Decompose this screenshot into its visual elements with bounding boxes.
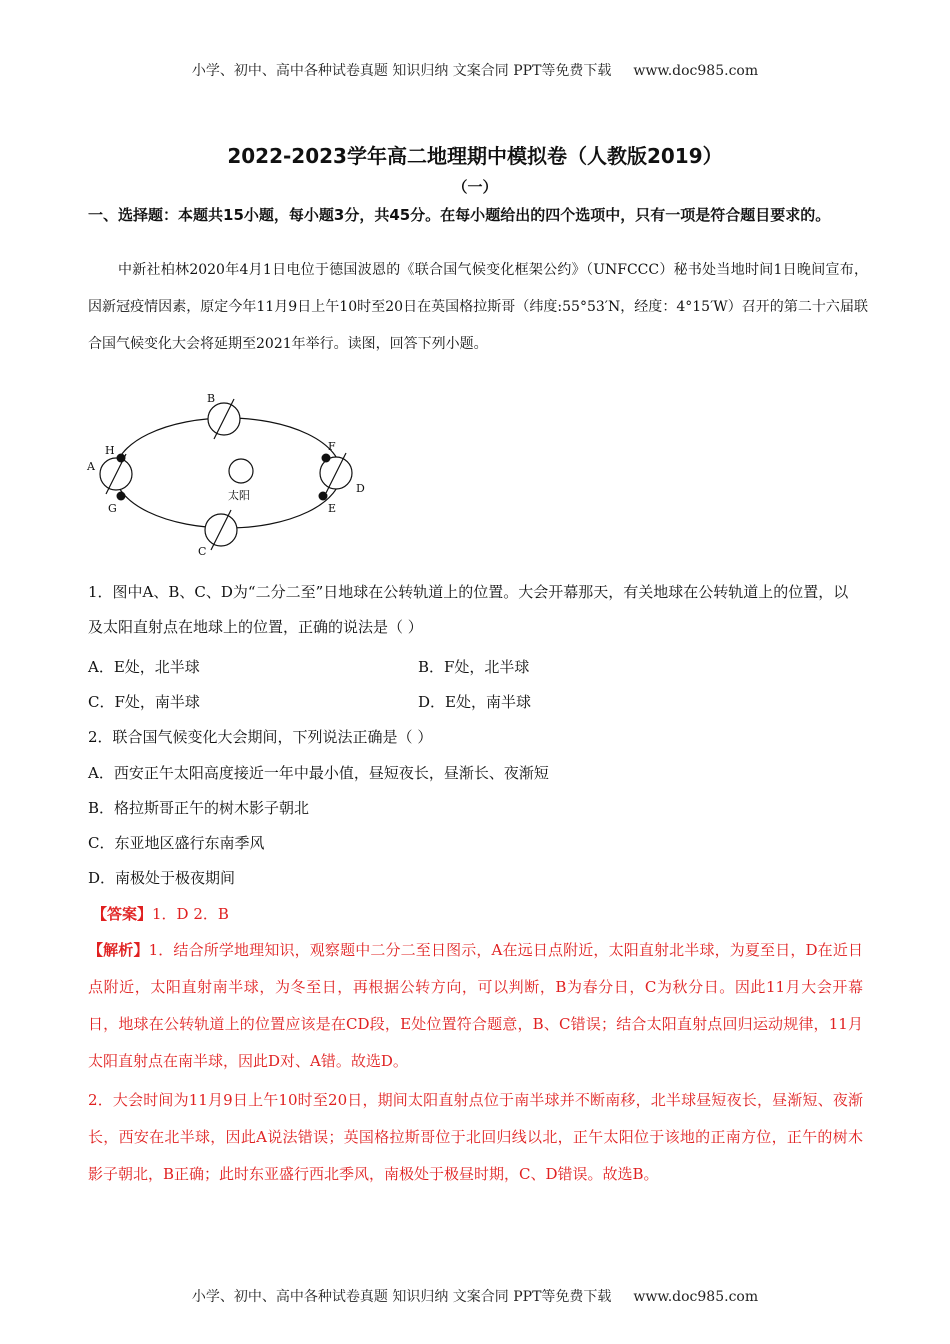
label-b: B xyxy=(207,392,216,405)
q1-option-b[interactable]: B．F处，北半球 xyxy=(418,658,530,676)
analysis-p1: 1．结合所学地理知识，观察题中二分二至日图示，A在远日点附近，太阳直射北半球，为夏至日，D在近日点附近，太阳直射南半球，为冬至日，再根据公转方向，可以判断，B为春分日，C为秋分日。因此11月大会开幕日，地球在公转轨道上的位置应该是在CD段，E处位置符合题意，B、C错误；结合太阳直射点回归运动规律，11月太阳直射点在南半球，因此D对、A错。故选D。 xyxy=(88,941,863,1070)
point-g xyxy=(117,492,126,501)
footer-text: 小学、初中、高中各种试卷真题 知识归纳 文案合同 PPT等免费下载 xyxy=(191,1289,612,1305)
q1-option-a[interactable]: A．E处，北半球 xyxy=(88,658,200,676)
q2-option-b[interactable]: B．格拉斯哥正午的树木影子朝北 xyxy=(88,799,310,817)
answer-line xyxy=(92,896,867,933)
analysis-paragraph-2: 2．大会时间为11月9日上午10时至20日，期间太阳直射点位于南半球并不断南移，北半球昼短夜长，昼渐短、夜渐长，西安在北半球，因此A说法错误；英国格拉斯哥位于北回归线以北，正午太阳位于该地的正南方位，正午的树木影子朝北，B正确；此时东亚盛行西北季风，南极处于极昼时期，C、D错误。故选B。 xyxy=(88,1091,863,1183)
header-text: 小学、初中、高中各种试卷真题 知识归纳 文案合同 PPT等免费下载 xyxy=(191,63,612,79)
label-h: H xyxy=(105,444,115,457)
earth-orbit-diagram xyxy=(85,388,375,563)
page-footer xyxy=(0,1286,950,1306)
label-a: A xyxy=(87,460,95,473)
q1-option-d[interactable]: D．E处，南半球 xyxy=(418,693,531,711)
header-site[interactable]: www.doc985.com xyxy=(633,63,759,79)
question-2-stem: 2．联合国气候变化大会期间，下列说法正确是（ ） xyxy=(88,728,433,746)
point-h xyxy=(117,454,126,463)
q2-option-d[interactable]: D．南极处于极夜期间 xyxy=(88,869,236,887)
q2-option-a[interactable]: A．西安正午太阳高度接近一年中最小值，昼短夜长，昼渐长、夜渐短 xyxy=(88,764,549,782)
q2-option-c[interactable]: C．东亚地区盛行东南季风 xyxy=(88,834,265,852)
exam-subtitle: （一） xyxy=(452,178,498,196)
label-d: D xyxy=(356,482,365,495)
q1-option-c[interactable]: C．F处，南半球 xyxy=(88,693,200,711)
label-c: C xyxy=(198,545,207,558)
label-g: G xyxy=(108,502,117,515)
intro-paragraph: 中新社柏林2020年4月1日电位于德国波恩的《联合国气候变化框架公约》（UNFCCC）秘书处当地时间1日晚间宣布，因新冠疫情因素，原定今年11月9日上午10时至20日在英国格拉斯哥（纬度:55°53′N，经度：4°15′W）召开的第二十六届联合国气候变化大会将延期至2021年举行。读图，回答下列小题。 xyxy=(88,262,868,352)
section-heading: 一、选择题：本题共15小题，每小题3分，共45分。在每小题给出的四个选项中，只有一项是符合题目要求的。 xyxy=(88,206,831,224)
exam-title: 2022-2023学年高二地理期中模拟卷（人教版2019） xyxy=(227,144,723,168)
answer-tag: 【答案】 xyxy=(92,905,153,923)
page-header xyxy=(0,60,950,80)
analysis-paragraph-1 xyxy=(88,932,863,1080)
sun-label: 太阳 xyxy=(228,489,250,502)
label-e: E xyxy=(328,502,337,515)
footer-site[interactable]: www.doc985.com xyxy=(633,1289,759,1305)
sun-icon xyxy=(229,459,253,483)
label-f: F xyxy=(328,440,336,453)
point-f xyxy=(322,454,331,463)
analysis-tag: 【解析】 xyxy=(88,941,149,959)
point-e xyxy=(319,492,328,501)
answer-text: 1．D 2．B xyxy=(152,905,229,923)
question-1-stem: 1．图中A、B、C、D为“二分二至”日地球在公转轨道上的位置。大会开幕那天，有关地球在公转轨道上的位置，以及太阳直射点在地球上的位置，正确的说法是（ ） xyxy=(88,583,849,636)
